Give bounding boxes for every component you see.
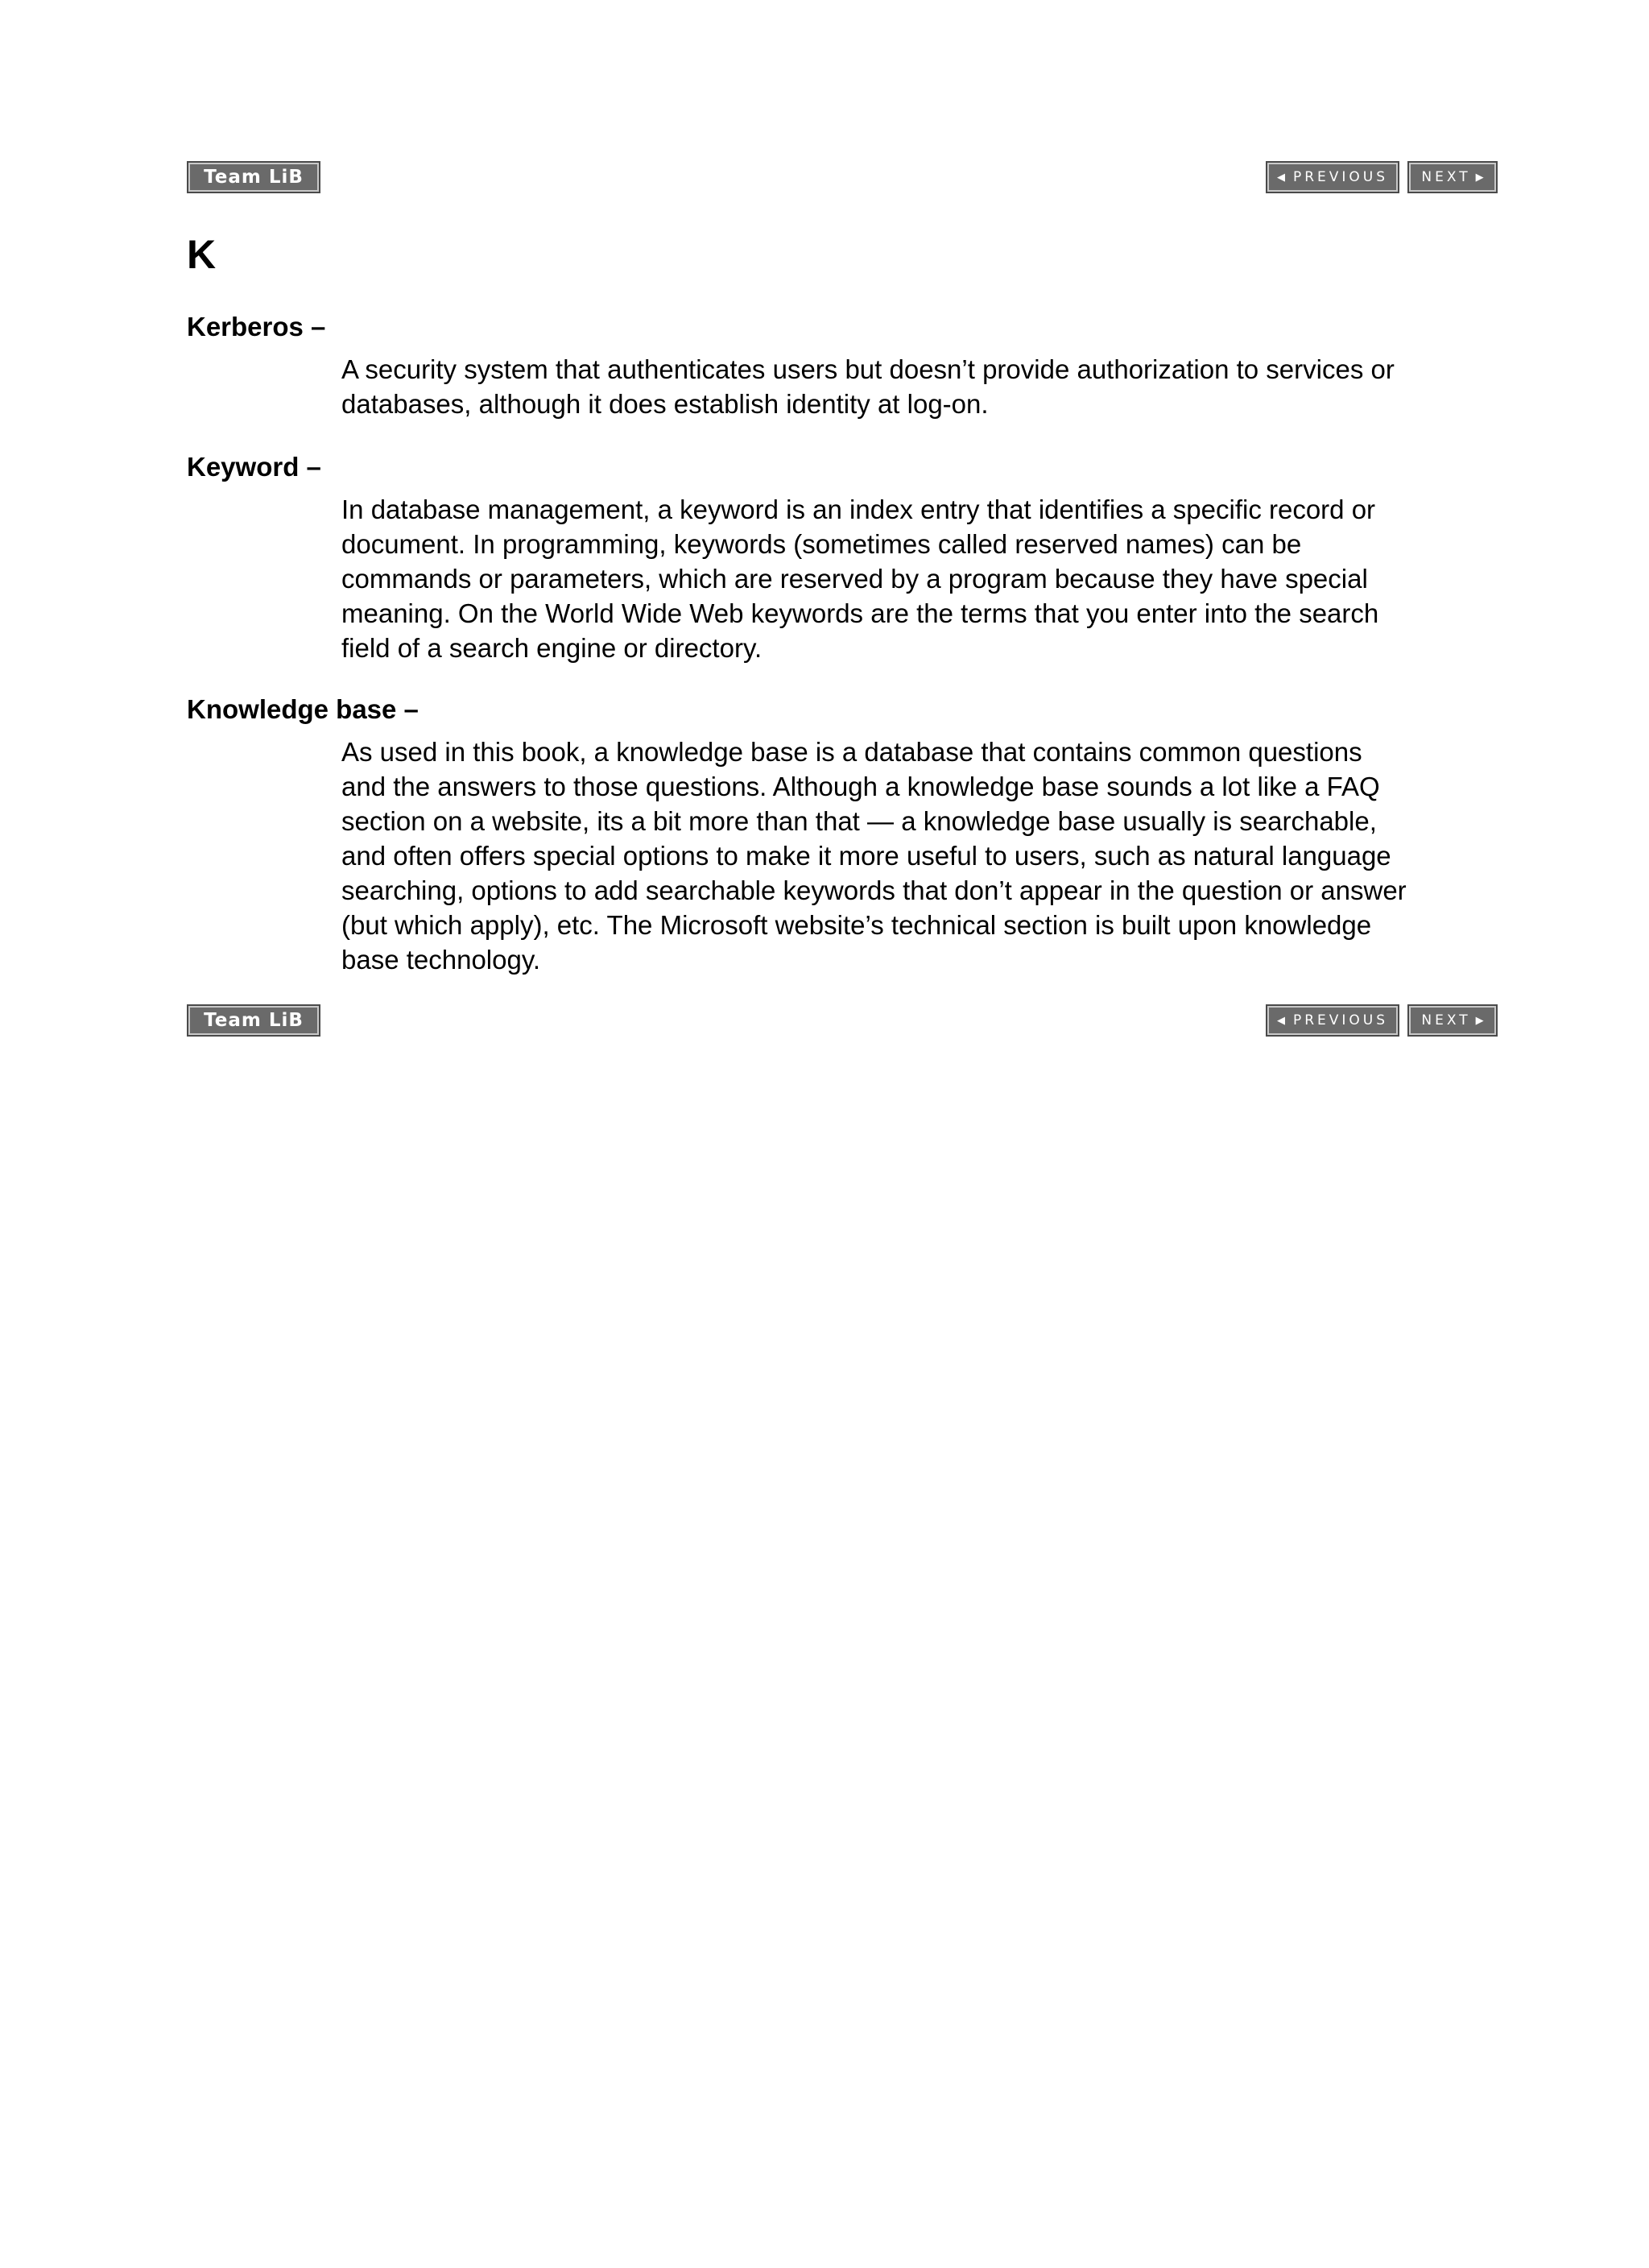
team-lib-label: Team LiB [204, 1010, 304, 1031]
right-arrow-icon: ▶ [1475, 171, 1484, 184]
right-arrow-icon: ▶ [1475, 1014, 1484, 1027]
glossary-term: Knowledge base – [187, 694, 419, 724]
glossary-entry-keyword [187, 450, 1498, 665]
previous-button[interactable] [1266, 161, 1399, 193]
previous-button[interactable] [1266, 1004, 1399, 1037]
previous-label: PREVIOUS [1292, 1012, 1389, 1028]
glossary-entry-kerberos [187, 310, 1498, 421]
section-letter-heading: K [187, 232, 217, 277]
team-lib-badge[interactable] [187, 161, 320, 193]
previous-label: PREVIOUS [1292, 169, 1389, 185]
glossary-definition: In database management, a keyword is an index entry that identifies a specific record or document. In programming, keywords (sometimes called reserved names) can be commands or parameters, which are reserved by a program because they have special meaning. On the World Wide Web keywords are the terms that you enter into the search field of a search engine or directory. [341, 495, 1379, 663]
next-label: NEXT [1421, 1012, 1471, 1028]
glossary-term: Keyword – [187, 452, 321, 482]
glossary-term: Kerberos – [187, 312, 326, 341]
next-button[interactable] [1407, 1004, 1498, 1037]
team-lib-label: Team LiB [204, 167, 304, 188]
team-lib-badge[interactable] [187, 1004, 320, 1037]
left-arrow-icon: ◀ [1276, 1014, 1285, 1027]
glossary-definition: As used in this book, a knowledge base is a database that contains common questions and the answers to those questions. Although a knowledge base sounds a lot like a FAQ section on a website, its a bit more than that — a knowledge base usually is searchable, and often offers special options to make it more useful to users, such as natural language searching, options to add searchable keywords that don’t appear in the question or answer (but which apply), etc. The Microsoft website’s technical section is built upon knowledge base technology. [341, 737, 1407, 975]
glossary-definition: A security system that authenticates users but doesn’t provide authorization to services or databases, although it does establish identity at log-on. [341, 354, 1395, 419]
left-arrow-icon: ◀ [1276, 171, 1285, 184]
next-label: NEXT [1421, 169, 1471, 185]
bottom-navigation-bar [187, 1004, 1498, 1037]
next-button[interactable] [1407, 161, 1498, 193]
top-navigation-bar [187, 161, 1498, 193]
glossary-entry-knowledge-base [187, 693, 1498, 977]
